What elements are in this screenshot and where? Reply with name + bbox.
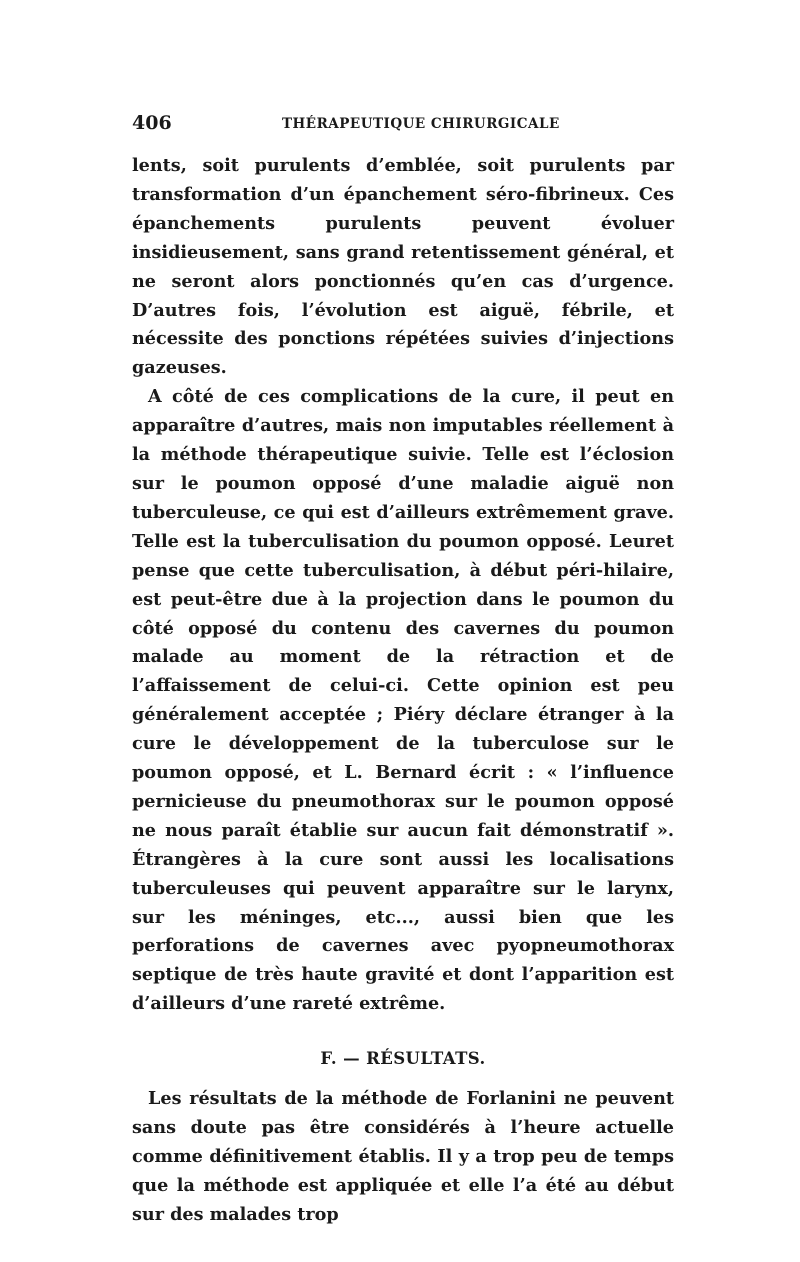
paragraph-complications-continued: lents, soit purulents d’emblée, soit purulents par transformation d’un épanchement séro-fibrineux. Ces épanchements purulents peuvent évoluer insidieusement, sans grand retentissement général, et ne seront alors ponctionnés qu’en cas d’urgence. D’autres fois, l’évolution est aiguë, fébrile, et nécessite des ponctions répétées suivies d’injections gazeuses. — [132, 155, 674, 379]
paragraph-other-complications: A côté de ces complications de la cure, il peut en apparaître d’autres, mais non imputables réellement à la méthode thérapeutique suivie. Telle est l’éclosion sur le poumon opposé d’une maladie aiguë non tuberculeuse, ce qui est d’ailleurs extrêmement grave. Telle est la tuberculisation du poumon opposé. Leuret pense que cette tuberculisation, à début péri-hilaire, est peut-être due à la projection dans le poumon du côté opposé du contenu des cavernes du poumon malade au moment de la rétraction et de l’affaissement de celui-ci. Cette opinion est peu généralement acceptée ; Piéry déclare étranger à la cure le développement de la tuberculose sur le poumon opposé, et L. Bernard écrit : « l’influence pernicieuse du pneumothorax sur le poumon opposé ne nous paraît établie sur aucun fait démonstratif ». Étrangères à la cure sont aussi les localisations tuberculeuses qui peuvent apparaître sur le larynx, sur les méninges, etc..., aussi bien que les perforations de cavernes avec pyopneumothorax septique de très haute gravité et dont l’apparition est d’ailleurs d’une rareté extrême. — [132, 386, 674, 1015]
page-number: 406 — [132, 112, 172, 134]
paragraph-results: Les résultats de la méthode de Forlanini ne peuvent sans doute pas être considérés à l’heure actuelle comme définitivement établis. Il y a trop peu de temps que la méthode est appliquée et elle l’a été au début sur des malades trop — [132, 1088, 674, 1225]
running-title: THÉRAPEUTIQUE CHIRURGICALE — [282, 116, 560, 132]
running-head — [132, 112, 674, 144]
section-heading-results: F. — RÉSULTATS. — [320, 1049, 486, 1069]
book-page — [132, 112, 674, 1230]
